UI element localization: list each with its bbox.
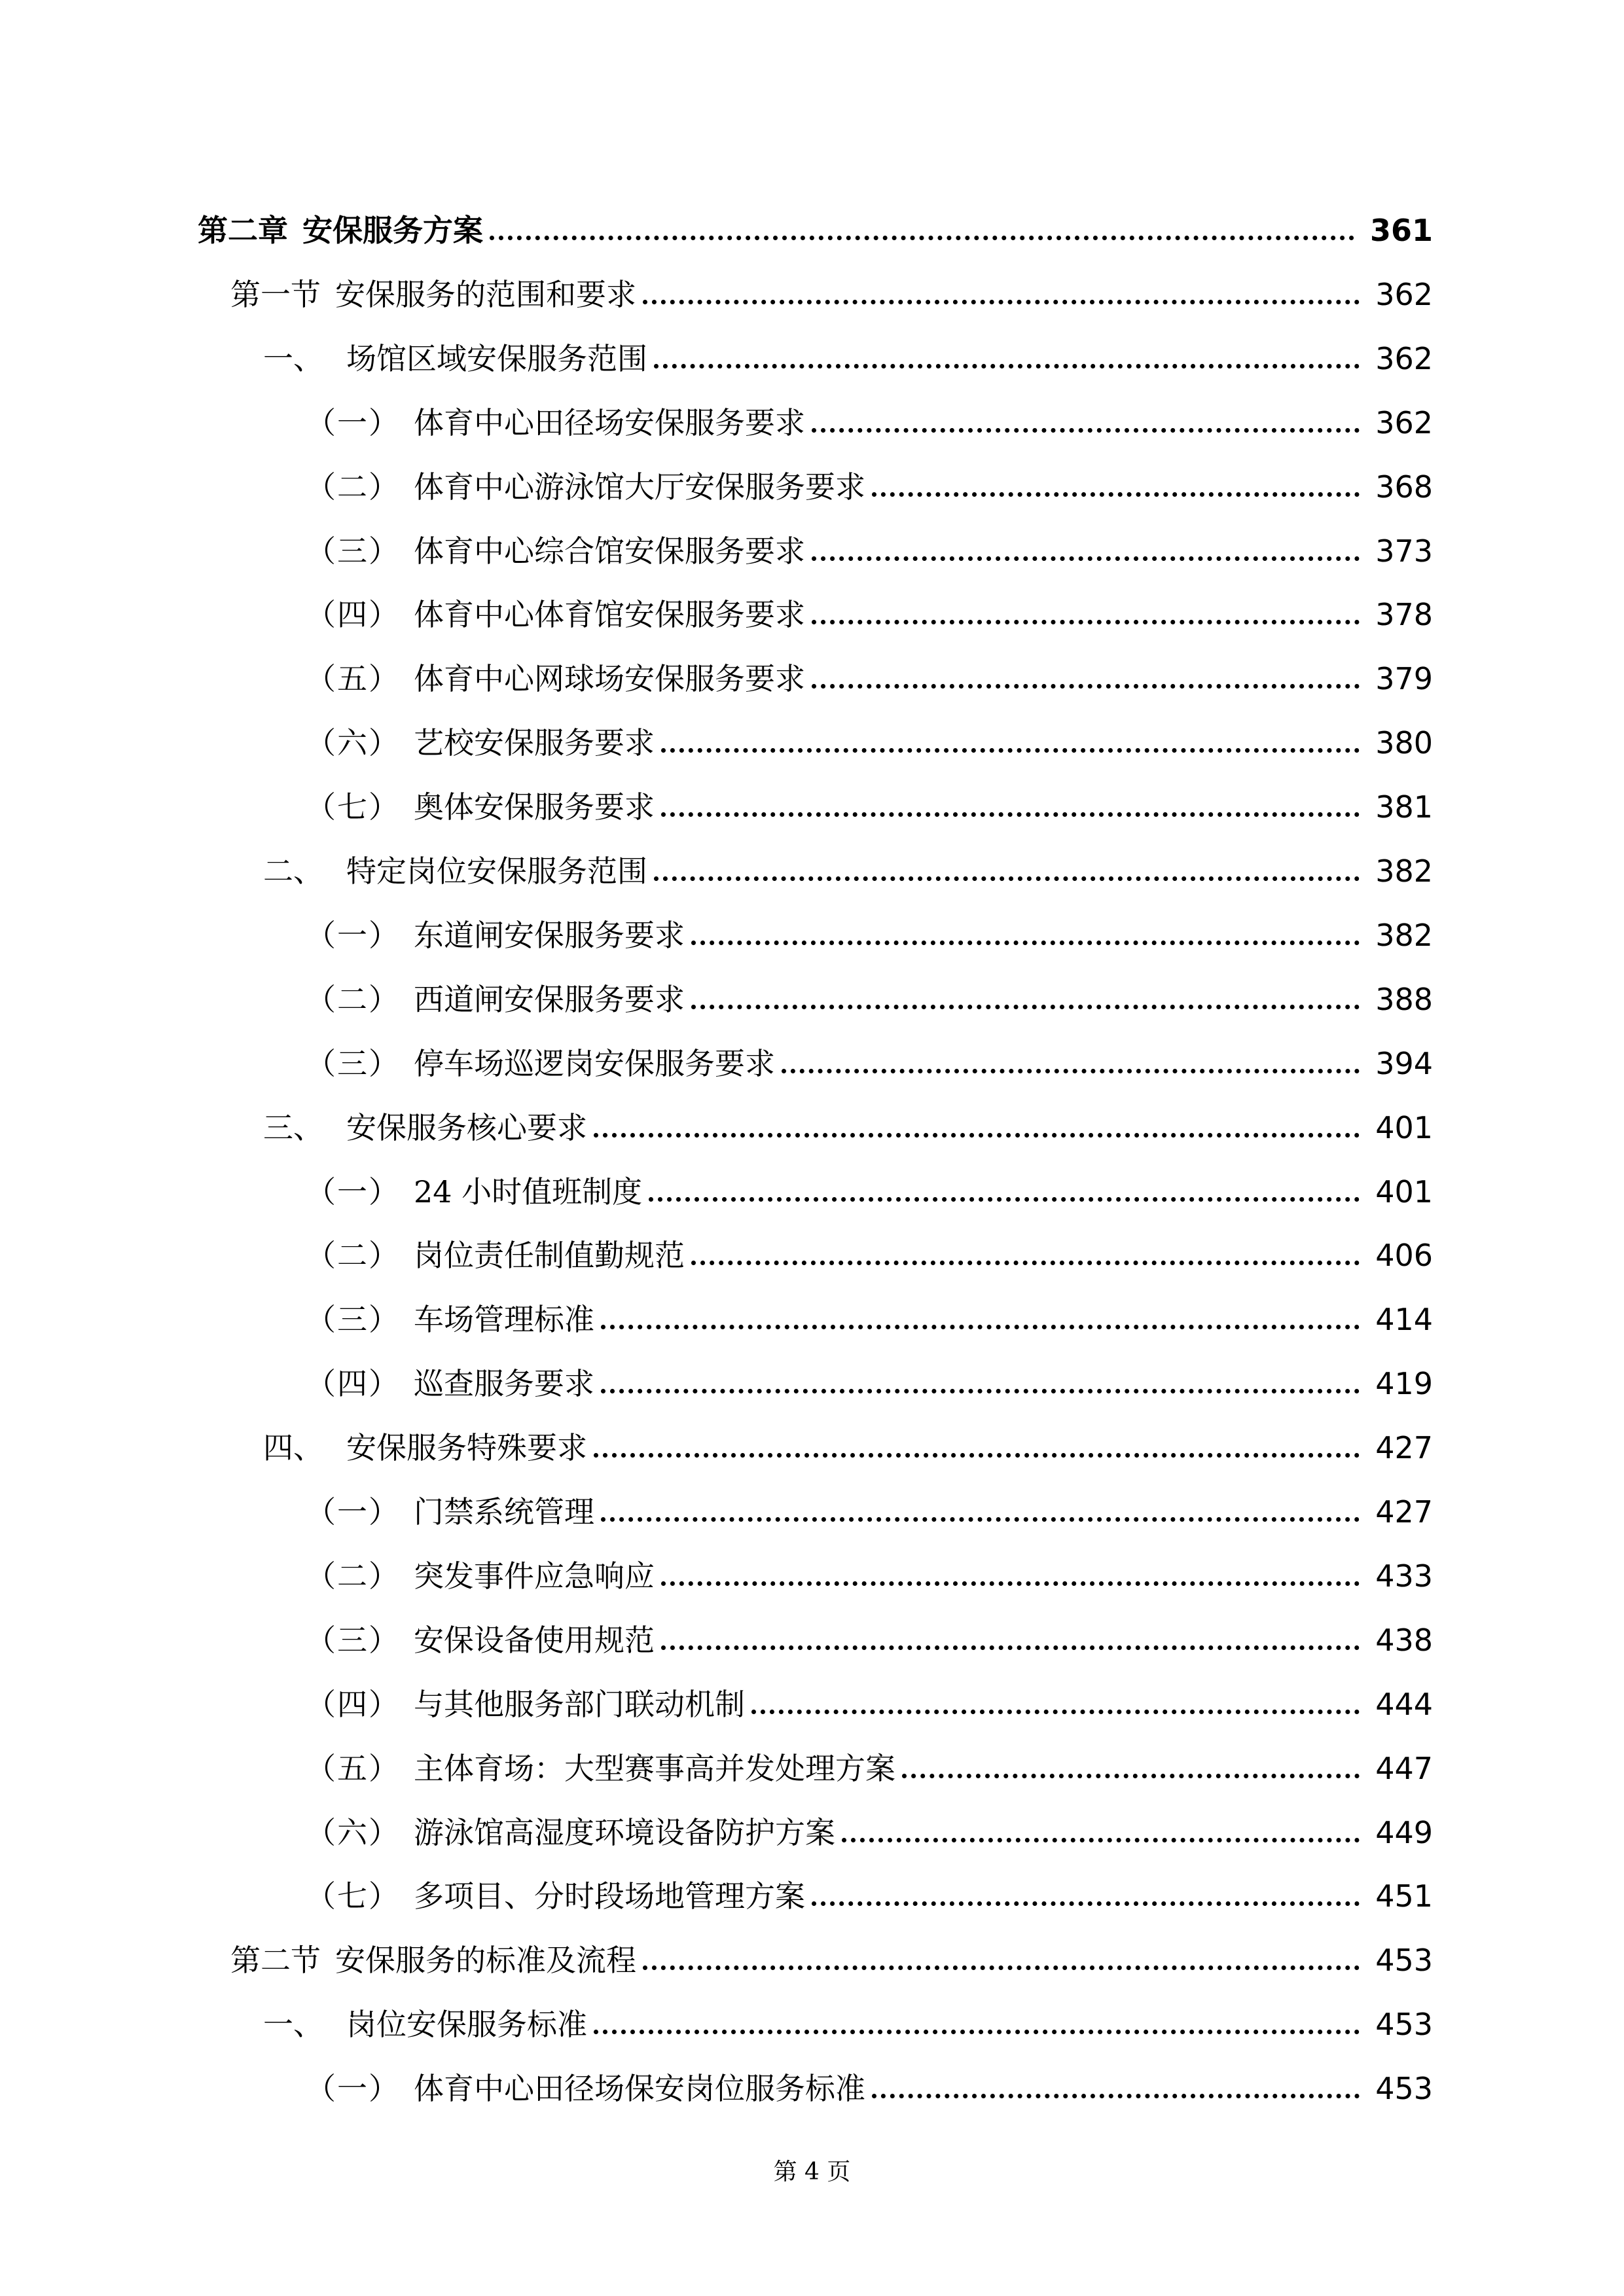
toc-entry-page: 361 — [1369, 213, 1433, 248]
toc-dot-leader — [812, 658, 1360, 689]
toc-entry-title: 门禁系统管理 — [414, 1494, 594, 1530]
toc-dot-leader — [643, 1940, 1360, 1970]
toc-entry-page: 427 — [1375, 1494, 1433, 1530]
toc-entry[interactable] — [306, 1667, 1433, 1722]
toc-entry-title: 安保设备使用规范 — [414, 1622, 655, 1658]
toc-entry[interactable] — [306, 1155, 1433, 1210]
toc-dot-leader — [782, 1043, 1360, 1073]
toc-entry-number: （一） — [306, 917, 400, 953]
toc-entry-number: （二） — [306, 981, 400, 1017]
toc-entry-title: 艺校安保服务要求 — [414, 725, 655, 761]
toc-entry-title: 安保服务的标准及流程 — [335, 1943, 636, 1979]
toc-entry-page: 414 — [1375, 1302, 1433, 1338]
toc-dot-leader — [601, 1492, 1360, 1522]
toc-entry-number: 第二章 — [198, 213, 288, 248]
toc-entry-number: （六） — [306, 1814, 400, 1850]
toc-entry-title: 突发事件应急响应 — [414, 1558, 655, 1594]
toc-dot-leader — [872, 2068, 1360, 2098]
toc-dot-leader — [601, 1299, 1360, 1329]
toc-entry-title: 特定岗位安保服务范围 — [346, 853, 647, 889]
toc-entry[interactable] — [306, 962, 1433, 1017]
toc-entry-page: 378 — [1375, 597, 1433, 633]
toc-dot-leader — [691, 1235, 1360, 1265]
toc-entry-number: （一） — [306, 1174, 400, 1210]
toc-entry-number: （三） — [306, 1045, 400, 1081]
toc-dot-leader — [842, 1812, 1360, 1842]
toc-entry-number: （七） — [306, 789, 400, 825]
toc-entry-number: （二） — [306, 1238, 400, 1274]
toc-entry-page: 362 — [1375, 404, 1433, 440]
toc-entry-title: 多项目、分时段场地管理方案 — [414, 1878, 805, 1914]
toc-entry[interactable] — [230, 1923, 1433, 1979]
toc-entry[interactable] — [306, 1218, 1433, 1274]
toc-entry-page: 433 — [1375, 1558, 1433, 1594]
toc-entry-number: （六） — [306, 725, 400, 761]
toc-dot-leader — [902, 1748, 1360, 1778]
toc-dot-leader — [812, 594, 1360, 624]
toc-entry-title: 安保服务的范围和要求 — [335, 276, 636, 312]
toc-entry-page: 362 — [1375, 276, 1433, 312]
toc-entry[interactable] — [306, 2051, 1433, 2107]
toc-entry-page: 401 — [1375, 1174, 1433, 1210]
toc-entry-number: （一） — [306, 1494, 400, 1530]
toc-dot-leader — [872, 467, 1360, 497]
toc-entry-page: 453 — [1375, 2071, 1433, 2107]
toc-entry-title: 游泳馆高湿度环境设备防护方案 — [414, 1814, 835, 1850]
toc-entry-number: （三） — [306, 533, 400, 569]
toc-entry[interactable] — [198, 193, 1433, 248]
toc-entry-number: （一） — [306, 404, 400, 440]
toc-dot-leader — [661, 787, 1360, 817]
toc-entry-title: 体育中心田径场安保服务要求 — [414, 404, 805, 440]
toc-entry-title: 主体育场：大型赛事高并发处理方案 — [414, 1750, 895, 1786]
toc-entry-page: 438 — [1375, 1622, 1433, 1658]
toc-entry-page: 444 — [1375, 1686, 1433, 1722]
toc-dot-leader — [654, 851, 1360, 881]
toc-entry-title: 安保服务核心要求 — [346, 1109, 587, 1145]
toc-entry[interactable] — [306, 1475, 1433, 1530]
toc-entry[interactable] — [306, 1795, 1433, 1848]
toc-entry-page: 453 — [1375, 2007, 1433, 2043]
toc-entry-title: 岗位责任制值勤规范 — [414, 1238, 685, 1274]
toc-dot-leader — [654, 338, 1360, 368]
toc-entry-title: 场馆区域安保服务范围 — [346, 340, 647, 376]
toc-entry[interactable] — [263, 834, 1433, 889]
toc-entry[interactable] — [306, 1346, 1433, 1402]
toc-dot-leader — [594, 2004, 1360, 2034]
toc-entry-number: （四） — [306, 1366, 400, 1402]
toc-entry-title: 与其他服务部门联动机制 — [414, 1686, 745, 1722]
toc-entry-title: 24 小时值班制度 — [414, 1174, 643, 1210]
toc-entry-page: 382 — [1375, 917, 1433, 953]
toc-entry[interactable] — [306, 1539, 1433, 1594]
toc-entry-number: 一、 — [263, 340, 323, 376]
toc-entry-number: （三） — [306, 1302, 400, 1338]
page-number-label: 第 4 页 — [773, 2159, 851, 2185]
toc-entry-page: 453 — [1375, 1943, 1433, 1979]
toc-entry[interactable] — [306, 1026, 1433, 1079]
toc-entry-title: 体育中心网球场安保服务要求 — [414, 661, 805, 697]
toc-entry-page: 388 — [1375, 981, 1433, 1017]
toc-entry-title: 岗位安保服务标准 — [346, 2007, 587, 2043]
toc-dot-leader — [594, 1107, 1360, 1138]
toc-entry-title: 巡查服务要求 — [414, 1366, 594, 1402]
toc-entry[interactable] — [306, 386, 1433, 438]
toc-entry-page: 382 — [1375, 853, 1433, 889]
toc-entry[interactable] — [263, 1410, 1433, 1466]
toc-dot-leader — [751, 1684, 1360, 1714]
toc-entry[interactable] — [306, 1731, 1433, 1784]
toc-entry-number: （七） — [306, 1878, 400, 1914]
toc-entry-title: 体育中心体育馆安保服务要求 — [414, 597, 805, 633]
toc-entry[interactable] — [306, 898, 1433, 953]
toc-entry[interactable] — [306, 450, 1433, 505]
toc-entry-page: 380 — [1375, 725, 1433, 761]
toc-entry-page: 451 — [1375, 1878, 1433, 1914]
toc-entry-title: 奥体安保服务要求 — [414, 789, 655, 825]
toc-entry[interactable] — [306, 641, 1433, 697]
toc-entry-number: （五） — [306, 661, 400, 697]
toc-entry-page: 394 — [1375, 1045, 1433, 1081]
toc-entry-page: 449 — [1375, 1814, 1433, 1850]
toc-entry-number: （二） — [306, 1558, 400, 1594]
toc-dot-leader — [594, 1427, 1360, 1458]
toc-entry-page: 427 — [1375, 1430, 1433, 1466]
toc-dot-leader — [661, 1620, 1360, 1650]
toc-entry[interactable] — [263, 1987, 1433, 2043]
toc-entry[interactable] — [263, 1090, 1433, 1143]
toc-entry-number: 第二节 — [230, 1943, 321, 1979]
page-footer — [0, 2153, 1624, 2187]
toc-entry-number: （四） — [306, 597, 400, 633]
toc-entry-title: 停车场巡逻岗安保服务要求 — [414, 1045, 775, 1081]
toc-dot-leader — [812, 531, 1360, 561]
toc-entry-page: 379 — [1375, 661, 1433, 697]
toc-entry-title: 安保服务特殊要求 — [346, 1430, 587, 1466]
toc-entry-page: 381 — [1375, 789, 1433, 825]
toc-entry[interactable] — [306, 770, 1433, 825]
toc-entry-number: 二、 — [263, 853, 323, 889]
toc-entry[interactable] — [263, 321, 1433, 374]
toc-entry[interactable] — [306, 1603, 1433, 1658]
toc-entry-title: 车场管理标准 — [414, 1302, 594, 1338]
toc-entry-page: 419 — [1375, 1366, 1433, 1402]
toc-entry-title: 体育中心综合馆安保服务要求 — [414, 533, 805, 569]
toc-entry-number: （五） — [306, 1750, 400, 1786]
toc-entry-number: 一、 — [263, 2007, 323, 2043]
toc-dot-leader — [691, 979, 1360, 1009]
toc-dot-leader — [661, 1556, 1360, 1586]
toc-entry-page: 406 — [1375, 1238, 1433, 1274]
toc-dot-leader — [812, 1876, 1360, 1906]
toc-entry-page: 447 — [1375, 1750, 1433, 1786]
toc-entry[interactable] — [306, 1282, 1433, 1338]
toc-dot-leader — [490, 210, 1354, 240]
toc-entry[interactable] — [306, 514, 1433, 569]
toc-dot-leader — [812, 403, 1360, 433]
toc-dot-leader — [601, 1363, 1360, 1393]
toc-entry[interactable] — [230, 257, 1433, 310]
toc-dot-leader — [643, 274, 1360, 304]
toc-entry-title: 西道闸安保服务要求 — [414, 981, 685, 1017]
toc-entry-number: （四） — [306, 1686, 400, 1722]
toc-entry-title: 安保服务方案 — [302, 213, 483, 248]
toc-entry-page: 373 — [1375, 533, 1433, 569]
toc-entry-number: （一） — [306, 2071, 400, 2107]
toc-entry[interactable] — [306, 577, 1433, 633]
toc-entry-number: 第一节 — [230, 276, 321, 312]
toc-dot-leader — [649, 1172, 1360, 1202]
toc-dot-leader — [691, 915, 1360, 945]
toc-entry-number: 三、 — [263, 1109, 323, 1145]
toc-entry-title: 体育中心田径场保安岗位服务标准 — [414, 2071, 865, 2107]
toc-dot-leader — [661, 723, 1360, 753]
toc-entry-title: 东道闸安保服务要求 — [414, 917, 685, 953]
toc-entry[interactable] — [306, 706, 1433, 761]
toc-entry-number: （二） — [306, 469, 400, 505]
toc-entry-number: 四、 — [263, 1430, 323, 1466]
toc-entry-number: （三） — [306, 1622, 400, 1658]
toc-entry-page: 401 — [1375, 1109, 1433, 1145]
toc-entry-title: 体育中心游泳馆大厅安保服务要求 — [414, 469, 865, 505]
toc-entry-page: 368 — [1375, 469, 1433, 505]
toc-entry[interactable] — [306, 1859, 1433, 1914]
toc-entry-page: 362 — [1375, 340, 1433, 376]
